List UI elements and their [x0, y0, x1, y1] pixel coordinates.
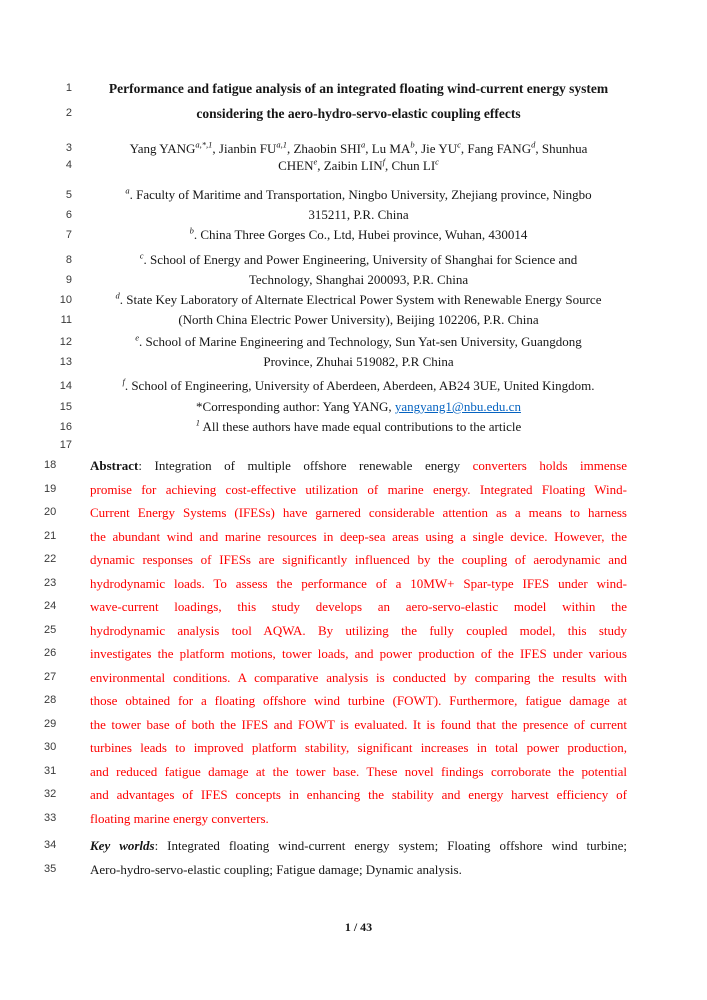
affiliation-d-line-1 [59, 290, 627, 310]
text-segment: , Lu MA [365, 141, 411, 156]
line-text [90, 595, 627, 619]
affiliation-c-line-1 [65, 250, 627, 270]
keywords-line-2 [44, 858, 627, 882]
line-text [90, 807, 627, 831]
line-text [90, 642, 627, 666]
line-number: 2 [65, 107, 72, 119]
text-segment: , Chun LI [384, 158, 436, 173]
text-segment: and advantages of IFES concepts in enhancing the stability and energy harvest efficiency of [90, 787, 627, 802]
line-number: 28 [44, 694, 57, 706]
text-segment: Yang YANG [129, 141, 196, 156]
text-segment: a,*,1 [195, 139, 213, 150]
line-text [90, 157, 627, 174]
line-number: 1 [65, 82, 72, 94]
line-number: 6 [65, 209, 72, 221]
text-segment: f [122, 376, 125, 387]
abstract-line-2 [44, 478, 627, 502]
text-segment: a [125, 185, 130, 196]
text-segment: . State Key Laboratory of Alternate Electrical Power System with Renewable Energy Source [119, 292, 602, 307]
line-text [90, 225, 627, 245]
text-segment: c [139, 250, 144, 261]
text-segment: . School of Energy and Power Engineering, University of Shanghai for Science and [143, 252, 578, 267]
text-segment: Province, Zhuhai 519082, P.R China [263, 354, 454, 369]
page-number: 1 / 43 [344, 920, 373, 934]
line-text [90, 572, 627, 596]
text-segment: , Jie YU [414, 141, 458, 156]
text-segment: hydrodynamic loads. To assess the performance of a 10MW+ Spar-type IFES under wind- [90, 575, 627, 591]
text-segment: Performance and fatigue analysis of an integrated floating wind-current energy system [108, 81, 609, 96]
line-text [90, 666, 627, 690]
line-text [90, 713, 627, 737]
line-text [90, 290, 627, 310]
affiliation-a-line-1 [65, 185, 627, 205]
abstract-line-5 [44, 548, 627, 572]
line-number: 25 [44, 623, 57, 636]
line-text [90, 376, 627, 396]
line-number: 35 [44, 862, 57, 875]
line-number: 8 [65, 254, 72, 266]
line-number: 29 [44, 717, 57, 730]
text-segment: c [457, 139, 461, 150]
text-segment: , Jianbin FU [212, 141, 277, 156]
line-text [90, 310, 627, 330]
line-text [90, 525, 627, 549]
line-text [90, 454, 627, 478]
line-number: 34 [44, 839, 57, 851]
abstract-line-3 [44, 501, 627, 525]
text-segment: turbines leads to improved platform stability, significant increases in total power production, [90, 740, 627, 755]
abstract-line-7 [44, 595, 627, 619]
text-segment: a [360, 139, 366, 150]
text-segment: , Fang FANG [460, 141, 532, 156]
abstract-line-13 [44, 736, 627, 760]
text-segment: b [189, 225, 194, 236]
line-number: 7 [65, 229, 72, 241]
text-segment: 1 [195, 417, 200, 428]
line-number: 15 [59, 401, 72, 413]
abstract-line-8 [44, 619, 627, 643]
abstract-line-11 [44, 689, 627, 713]
text-segment: c [435, 156, 439, 167]
text-segment: Technology, Shanghai 200093, P.R. China [248, 272, 469, 287]
line-number: 31 [44, 764, 57, 777]
keywords-line-1 [44, 834, 627, 858]
paper-title-line-1 [65, 76, 627, 101]
line-number: 11 [60, 314, 72, 326]
affiliation-b-line [65, 225, 627, 245]
line-number: 33 [44, 811, 57, 824]
line-text [90, 478, 627, 502]
text-segment: hydrodynamic analysis tool AQWA. By utilizing the fully coupled model, this study [90, 622, 627, 638]
abstract-line-6 [44, 572, 627, 596]
text-segment: Aero-hydro-servo-elastic coupling; Fatigue damage; Dynamic analysis. [90, 861, 462, 877]
abstract-line-4 [44, 525, 627, 549]
line-text [90, 858, 627, 882]
abstract-line-12 [44, 713, 627, 737]
text-segment: b [410, 139, 415, 150]
line-number: 19 [44, 482, 57, 495]
line-number: 13 [59, 356, 72, 368]
abstract-line-1 [44, 454, 627, 478]
text-segment: , Zhaobin SHI [286, 141, 361, 156]
line-number: 14 [59, 380, 72, 392]
authors-line-2 [65, 156, 627, 174]
affiliation-f-line [59, 376, 627, 396]
line-text [90, 760, 627, 784]
text-segment: promise for achieving cost-effective utilization of marine energy. Integrated Floating Wind- [90, 481, 627, 497]
text-segment: those obtained for a floating offshore wind turbine (FOWT). Furthermore, fatigue damage at [90, 693, 627, 708]
blank-line [59, 437, 627, 454]
abstract-line-15 [44, 783, 627, 807]
line-text [90, 352, 627, 372]
text-segment: wave-current loadings, this study develops an aero-servo-elastic model within the [90, 599, 627, 614]
text-segment: d [115, 290, 120, 301]
line-number: 18 [44, 459, 57, 471]
line-number: 22 [44, 553, 57, 565]
affiliation-e-line-1 [59, 332, 627, 352]
corresponding-author-line [59, 397, 627, 417]
line-text [90, 76, 627, 101]
line-number: 20 [44, 506, 57, 518]
text-segment: f [382, 156, 385, 167]
affiliation-c-line-2 [65, 270, 627, 290]
line-text [90, 736, 627, 760]
affiliation-e-line-2 [59, 352, 627, 372]
line-text [90, 332, 627, 352]
line-number: 5 [65, 189, 72, 201]
text-segment: . School of Engineering, University of Aberdeen, Aberdeen, AB24 3UE, United Kingdom. [124, 378, 595, 393]
line-text [90, 185, 627, 205]
text-segment: Current Energy Systems (IFESs) have garnered considerable attention as a means to harness [90, 505, 627, 520]
text-segment: Abstract [90, 458, 139, 473]
text-segment: floating marine energy converters. [90, 810, 269, 826]
text-segment: Key worlds [90, 838, 155, 853]
text-segment: . School of Marine Engineering and Technology, Sun Yat-sen University, Guangdong [139, 334, 582, 349]
text-segment: dynamic responses of IFESs are significantly influenced by the coupling of aerodynamic and [90, 552, 627, 567]
abstract-line-10 [44, 666, 627, 690]
manuscript-lines [44, 76, 627, 881]
line-number: 12 [59, 336, 72, 348]
text-segment: and reduced fatigue damage at the tower base. These novel findings corroborate the potential [90, 763, 627, 779]
line-number: 24 [44, 600, 57, 612]
line-text [90, 501, 627, 525]
line-text [90, 619, 627, 643]
text-segment: investigates the platform motions, tower loads, and power production of the IFES under various [90, 646, 627, 661]
line-number: 21 [44, 529, 57, 542]
line-number: 26 [44, 647, 57, 659]
line-text [90, 205, 627, 225]
text-segment: d [531, 139, 536, 150]
abstract-line-14 [44, 760, 627, 784]
text-segment: All these authors have made equal contributions to the article [199, 419, 522, 434]
text-segment: the tower base of both the IFES and FOWT is evaluated. It is found that the presence of current [90, 716, 627, 732]
text-segment: . Faculty of Maritime and Transportation, Ningbo University, Zhejiang province, Ningbo [129, 187, 592, 202]
abstract-line-9 [44, 642, 627, 666]
line-text [90, 250, 627, 270]
text-segment: e [313, 156, 318, 167]
contribution-note-line [59, 417, 627, 437]
line-number: 16 [59, 421, 72, 433]
email-link[interactable]: yangyang1@nbu.edu.cn [394, 399, 521, 414]
text-segment: , Shunhua [535, 141, 588, 156]
text-segment: converters holds immense [472, 458, 627, 473]
line-text [90, 140, 627, 157]
line-number: 10 [59, 294, 72, 306]
affiliation-a-line-2 [65, 205, 627, 225]
text-segment: *Corresponding author: Yang YANG, [196, 399, 395, 414]
text-segment: considering the aero-hydro-servo-elastic coupling effects [196, 106, 521, 121]
line-text [90, 548, 627, 572]
text-segment: (North China Electric Power University), Beijing 102206, P.R. China [178, 312, 539, 327]
line-number: 27 [44, 670, 57, 683]
text-segment: CHEN [278, 158, 314, 173]
paper-title-line-2 [65, 101, 627, 126]
text-segment: environmental conditions. A comparative analysis is conducted by comparing the results with [90, 669, 627, 685]
text-segment: e [135, 332, 140, 343]
line-text [90, 101, 627, 126]
authors-line-1 [65, 139, 627, 157]
line-number: 4 [65, 159, 72, 171]
affiliation-d-line-2 [60, 310, 627, 330]
line-number: 3 [65, 142, 72, 154]
text-segment: . China Three Gorges Co., Ltd, Hubei province, Wuhan, 430014 [193, 227, 528, 242]
line-number: 32 [44, 788, 57, 800]
abstract-line-16 [44, 807, 627, 831]
line-text [90, 834, 627, 858]
text-segment: a,1 [276, 139, 287, 150]
line-text [90, 417, 627, 437]
text-segment: : Integrated floating wind-current energy system; Floating offshore wind turbine; [154, 838, 627, 853]
line-number: 23 [44, 576, 57, 589]
line-number: 30 [44, 741, 57, 753]
line-text [90, 437, 627, 454]
text-segment: , Zaibin LIN [317, 158, 383, 173]
line-text [90, 689, 627, 713]
line-text [90, 783, 627, 807]
text-segment: : Integration of multiple offshore renewable energy [138, 458, 473, 473]
line-number: 9 [65, 274, 72, 286]
line-text [90, 397, 627, 417]
line-number: 17 [59, 439, 72, 451]
line-text [90, 270, 627, 290]
text-segment: the abundant wind and marine resources in deep-sea areas using a single device. However, the [90, 528, 627, 544]
text-segment: 315211, P.R. China [308, 207, 409, 222]
